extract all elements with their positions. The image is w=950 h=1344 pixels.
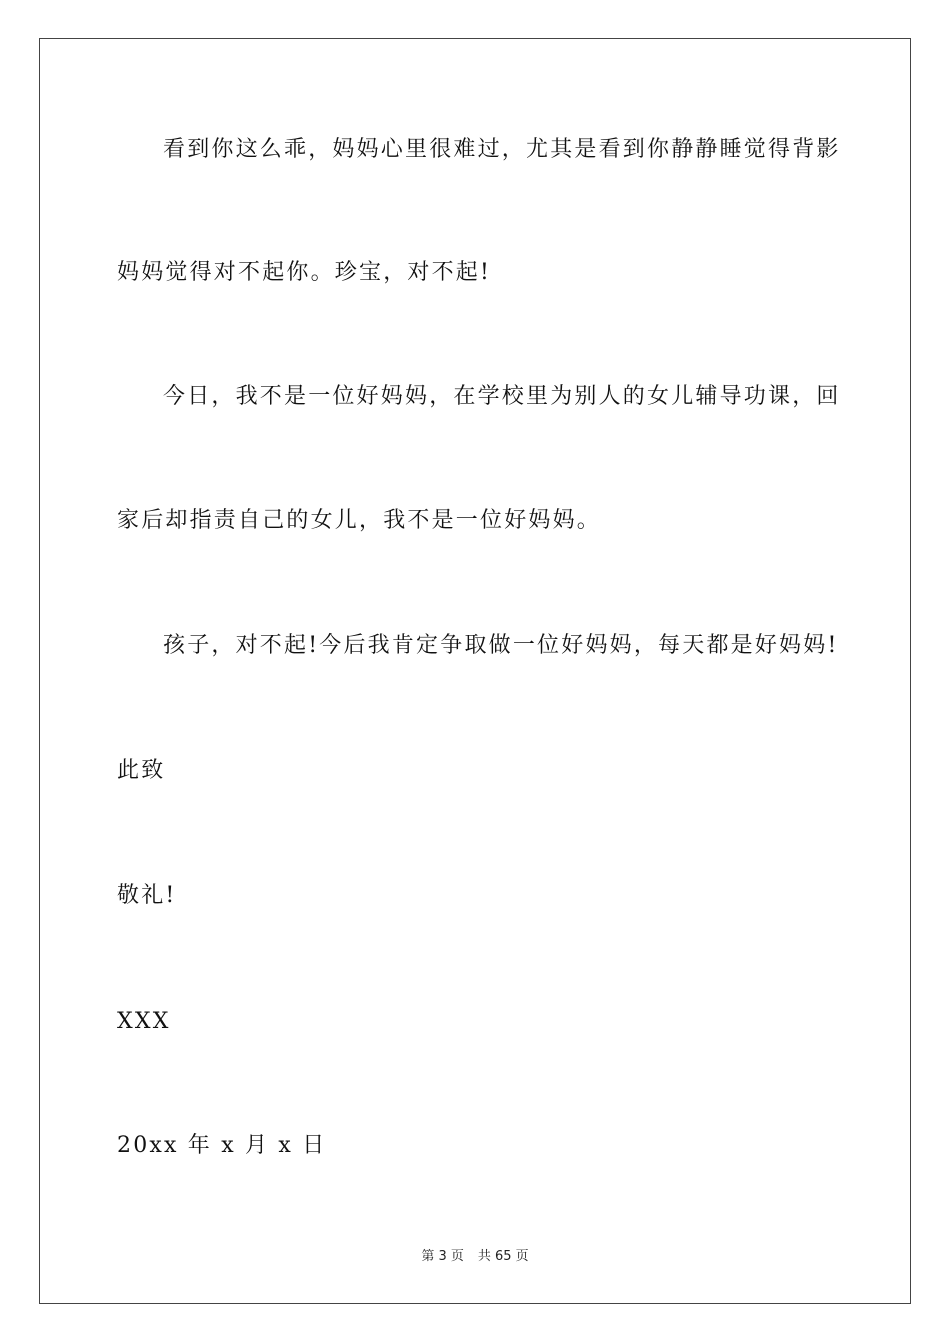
closing-salutation: 此致 bbox=[117, 758, 166, 783]
paragraph-3-line-1: 孩子，对不起!今后我肯定争取做一位好妈妈，每天都是好妈妈! bbox=[163, 633, 839, 658]
paragraph-2-line-1: 今日，我不是一位好妈妈，在学校里为别人的女儿辅导功课，回 bbox=[163, 384, 841, 409]
paragraph-2-line-2: 家后却指责自己的女儿，我不是一位好妈妈。 bbox=[117, 508, 602, 533]
signature-name: XXX bbox=[117, 1009, 171, 1034]
page-footer bbox=[0, 1248, 950, 1266]
paragraph-1-line-2: 妈妈觉得对不起你。珍宝，对不起! bbox=[117, 260, 492, 285]
page-border bbox=[39, 38, 911, 1304]
paragraph-1-line-1: 看到你这么乖，妈妈心里很难过，尤其是看到你静静睡觉得背影 bbox=[163, 137, 841, 162]
page-total: 共 65 页 bbox=[477, 1249, 529, 1264]
signature-date: 20xx 年 x 月 x 日 bbox=[117, 1133, 327, 1158]
closing-regards: 敬礼! bbox=[117, 883, 177, 908]
page-number: 第 3 页 bbox=[421, 1249, 464, 1264]
